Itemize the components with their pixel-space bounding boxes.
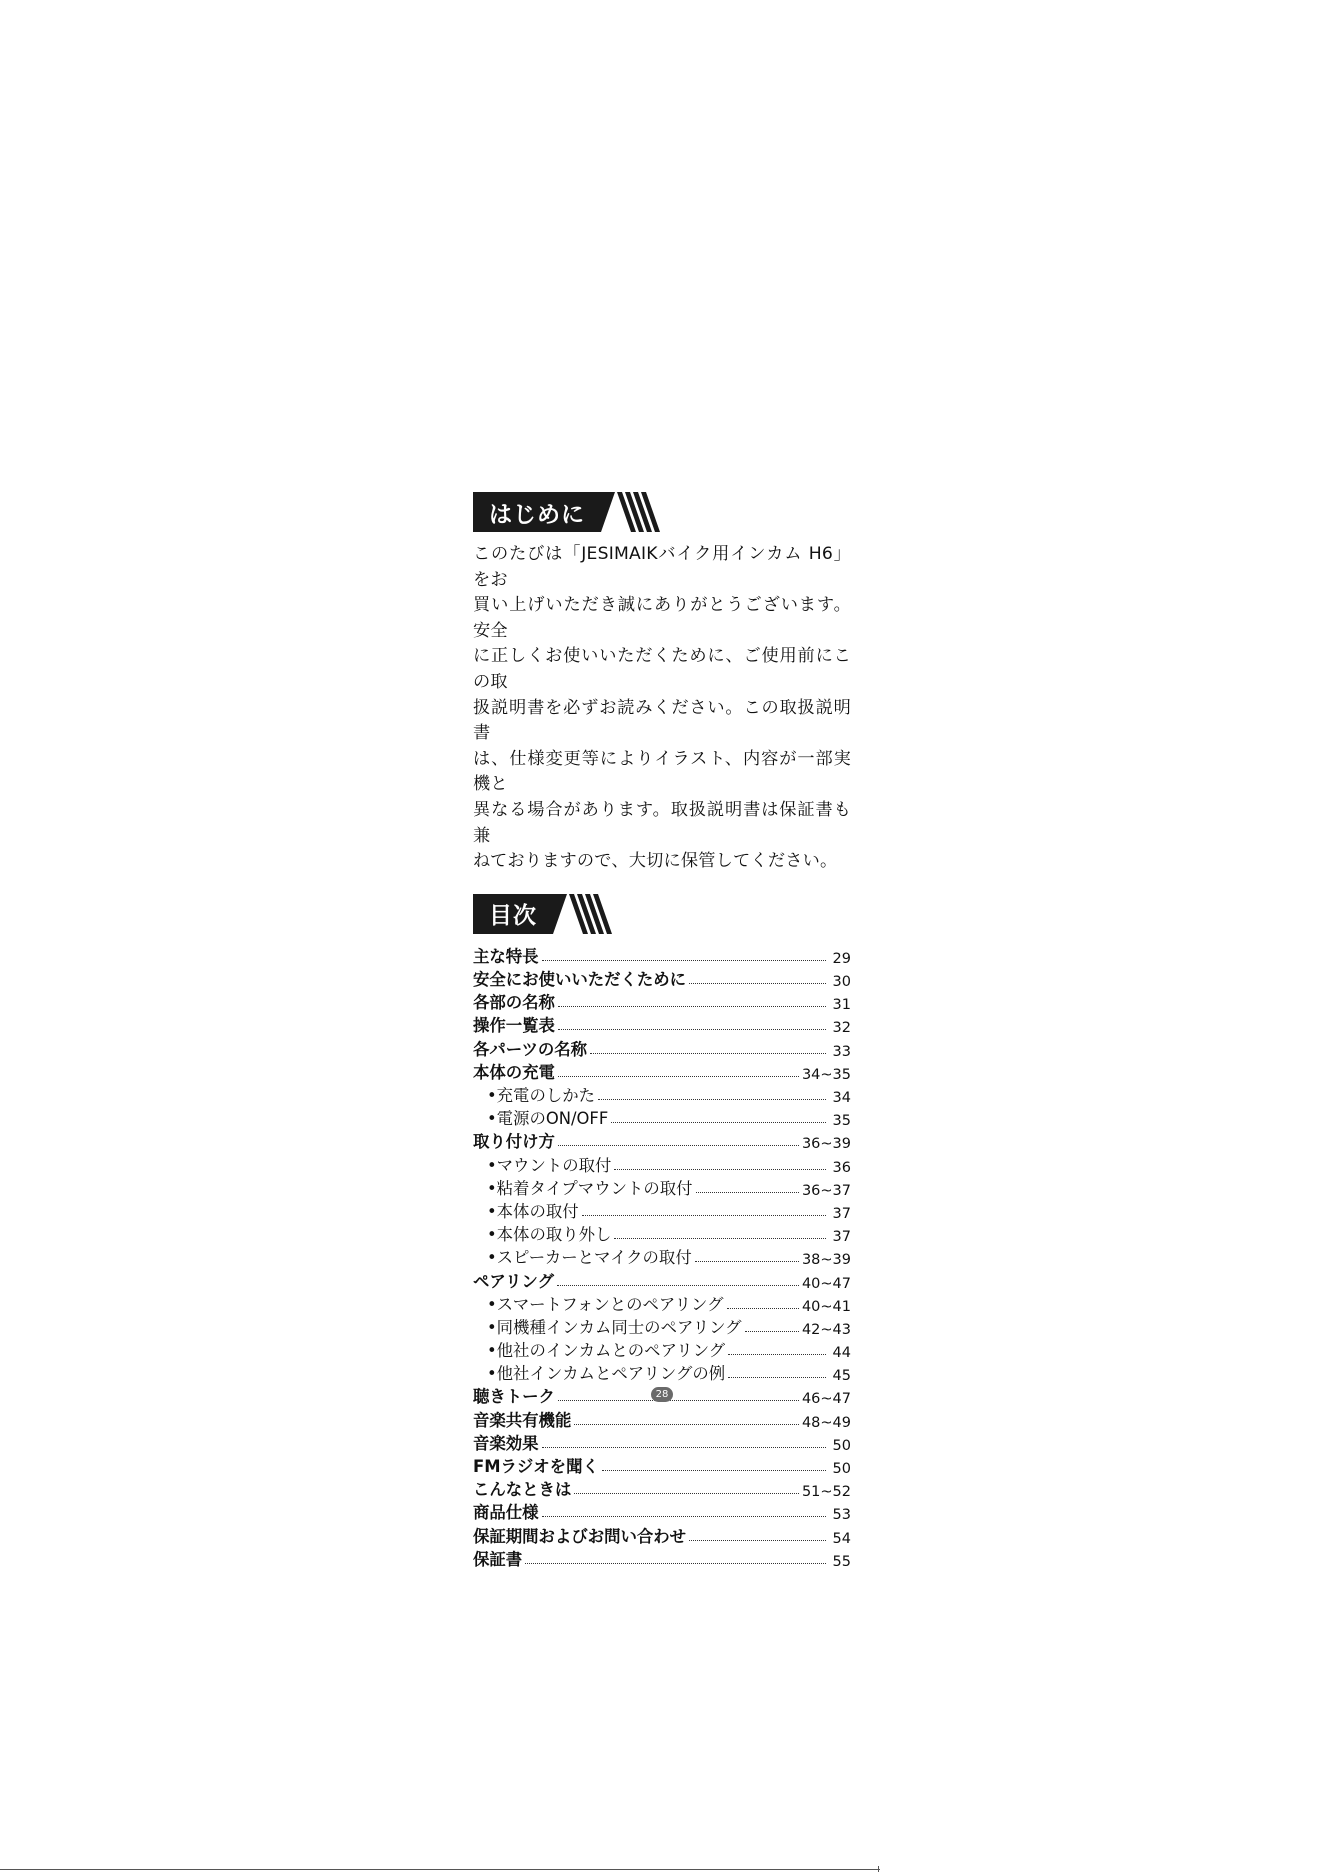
intro-header — [473, 492, 851, 532]
toc-dot-leader — [558, 1400, 799, 1401]
toc-entry-title: 音楽共有機能 — [473, 1410, 572, 1430]
toc-entry-page: 55 — [832, 1553, 851, 1570]
toc-entry — [473, 1315, 851, 1338]
toc-entry-page: 33 — [832, 1043, 851, 1060]
toc-entry — [473, 1083, 851, 1106]
toc-entry — [473, 1523, 851, 1546]
toc-entry — [473, 1547, 851, 1570]
toc-entry-page: 42~43 — [801, 1321, 851, 1338]
toc-dot-leader — [728, 1377, 826, 1378]
toc-entry-title: ペアリング — [473, 1271, 554, 1291]
toc-entry-title: 操作一覧表 — [473, 1016, 555, 1036]
toc-entry-title: •マウントの取付 — [487, 1155, 612, 1175]
toc-entry-title: •スマートフォンとのペアリング — [487, 1294, 724, 1314]
toc-entry-title: •粘着タイプマウントの取付 — [487, 1178, 693, 1198]
toc-entry — [473, 1199, 851, 1222]
table-of-contents — [473, 944, 851, 1570]
toc-entry-title: •充電のしかた — [487, 1086, 596, 1106]
toc-dot-leader — [695, 1261, 799, 1262]
toc-dot-leader — [696, 1192, 799, 1193]
toc-entry — [473, 1222, 851, 1245]
toc-entry-title: 各部の名称 — [473, 993, 555, 1013]
intro-heading: はじめに — [473, 492, 601, 532]
toc-dot-leader — [614, 1169, 826, 1170]
toc-dot-leader — [574, 1424, 799, 1425]
toc-entry-page: 40~41 — [801, 1298, 851, 1315]
toc-heading: 目次 — [473, 894, 553, 934]
toc-dot-leader — [558, 1145, 799, 1146]
toc-dot-leader — [727, 1308, 799, 1309]
toc-entry-page: 37 — [832, 1229, 851, 1246]
toc-entry — [473, 1338, 851, 1361]
toc-entry-title: FMラジオを聞く — [473, 1457, 599, 1477]
toc-dot-leader — [602, 1470, 826, 1471]
toc-entry-title: 各パーツの名称 — [473, 1039, 588, 1059]
intro-line: 扱説明書を必ずお読みください。この取扱説明書 — [473, 697, 851, 744]
toc-entry — [473, 1152, 851, 1175]
toc-entry — [473, 1036, 851, 1059]
toc-entry-title: 取り付け方 — [473, 1132, 555, 1152]
toc-entry-page: 37 — [832, 1205, 851, 1222]
toc-dot-leader — [614, 1238, 826, 1239]
toc-entry-title: 主な特長 — [473, 946, 539, 966]
toc-entry — [473, 1292, 851, 1315]
toc-entry — [473, 1129, 851, 1152]
toc-entry-page: 46~47 — [801, 1391, 851, 1408]
intro-line: 異なる場合があります。取扱説明書は保証書も兼 — [473, 799, 851, 846]
toc-entry-title: 保証期間およびお問い合わせ — [473, 1526, 687, 1546]
toc-entry-title: 安全にお使いいただくために — [473, 970, 687, 990]
intro-line: に正しくお使いいただくために、ご使用前にこの取 — [473, 646, 851, 692]
toc-entry-title: •同機種インカム同士のペアリング — [487, 1317, 742, 1337]
toc-entry-page: 53 — [832, 1507, 851, 1524]
toc-dot-leader — [542, 960, 826, 961]
toc-entry-title: •スピーカーとマイクの取付 — [487, 1248, 692, 1268]
toc-entry-page: 36~39 — [801, 1136, 851, 1153]
toc-entry-page: 51~52 — [801, 1484, 851, 1501]
toc-dot-leader — [689, 983, 826, 984]
toc-entry-title: •他社インカムとペアリングの例 — [487, 1364, 726, 1384]
toc-entry-page: 50 — [832, 1461, 851, 1478]
toc-entry — [473, 1268, 851, 1291]
toc-entry-page: 34 — [832, 1090, 851, 1107]
toc-entry-page: 36 — [832, 1159, 851, 1176]
toc-entry-page: 44 — [832, 1345, 851, 1362]
toc-dot-leader — [582, 1215, 826, 1216]
toc-entry-title: こんなときは — [473, 1480, 572, 1500]
toc-entry-page: 40~47 — [801, 1275, 851, 1292]
toc-entry-page: 50 — [832, 1437, 851, 1454]
toc-entry-page: 32 — [832, 1020, 851, 1037]
toc-entry-title: •電源のON/OFF — [487, 1109, 609, 1129]
bottom-rule — [0, 1869, 880, 1870]
toc-entry — [473, 1407, 851, 1430]
page-number-badge: 28 — [651, 1387, 673, 1402]
stripes-decoration-icon — [617, 492, 663, 532]
toc-entry-title: •本体の取付 — [487, 1201, 579, 1221]
toc-entry-title: 聴きトーク — [473, 1387, 555, 1407]
toc-entry — [473, 1454, 851, 1477]
toc-entry-page: 29 — [832, 950, 851, 967]
toc-entry-page: 31 — [832, 997, 851, 1014]
toc-entry — [473, 1431, 851, 1454]
toc-dot-leader — [542, 1447, 826, 1448]
toc-dot-leader — [558, 1006, 826, 1007]
toc-entry — [473, 1106, 851, 1129]
toc-entry — [473, 1013, 851, 1036]
toc-dot-leader — [542, 1516, 826, 1517]
toc-entry-page: 38~39 — [801, 1252, 851, 1269]
toc-entry-page: 30 — [832, 974, 851, 991]
toc-entry-page: 35 — [832, 1113, 851, 1130]
stripes-decoration-icon — [569, 894, 615, 934]
toc-entry-title: 商品仕様 — [473, 1503, 539, 1523]
toc-entry — [473, 990, 851, 1013]
manual-page — [473, 492, 851, 1586]
toc-entry — [473, 1477, 851, 1500]
toc-entry — [473, 1361, 851, 1384]
toc-entry-title: •本体の取り外し — [487, 1225, 612, 1245]
toc-entry-page: 54 — [832, 1530, 851, 1547]
toc-dot-leader — [590, 1053, 826, 1054]
toc-header — [473, 894, 851, 934]
toc-dot-leader — [728, 1354, 826, 1355]
toc-entry — [473, 1500, 851, 1523]
toc-entry — [473, 1176, 851, 1199]
toc-dot-leader — [558, 1076, 799, 1077]
toc-dot-leader — [558, 1029, 826, 1030]
toc-dot-leader — [557, 1285, 799, 1286]
bottom-rule-tick — [878, 1866, 879, 1872]
toc-dot-leader — [611, 1122, 826, 1123]
toc-dot-leader — [745, 1331, 799, 1332]
intro-line: 買い上げいただき誠にありがとうございます。安全 — [473, 595, 851, 641]
toc-entry-title: 本体の充電 — [473, 1062, 555, 1082]
toc-entry-title: •他社のインカムとのペアリング — [487, 1341, 726, 1361]
toc-entry-page: 45 — [832, 1368, 851, 1385]
toc-entry-title: 保証書 — [473, 1549, 523, 1569]
toc-entry — [473, 967, 851, 990]
toc-entry-page: 34~35 — [801, 1066, 851, 1083]
intro-paragraph — [473, 542, 851, 875]
toc-dot-leader — [525, 1563, 826, 1564]
toc-entry-page: 36~37 — [801, 1182, 851, 1199]
toc-entry — [473, 1245, 851, 1268]
intro-line: は、仕様変更等によりイラスト、内容が一部実機と — [473, 748, 851, 795]
toc-entry — [473, 1060, 851, 1083]
toc-entry — [473, 944, 851, 967]
toc-dot-leader — [598, 1099, 826, 1100]
intro-line: このたびは「JESIMAIKバイク用インカム H6」をお — [473, 544, 851, 590]
toc-dot-leader — [689, 1540, 826, 1541]
intro-line: ねておりますので、大切に保管してください。 — [473, 851, 838, 872]
toc-dot-leader — [574, 1493, 799, 1494]
toc-entry-page: 48~49 — [801, 1414, 851, 1431]
toc-entry-title: 音楽効果 — [473, 1433, 539, 1453]
